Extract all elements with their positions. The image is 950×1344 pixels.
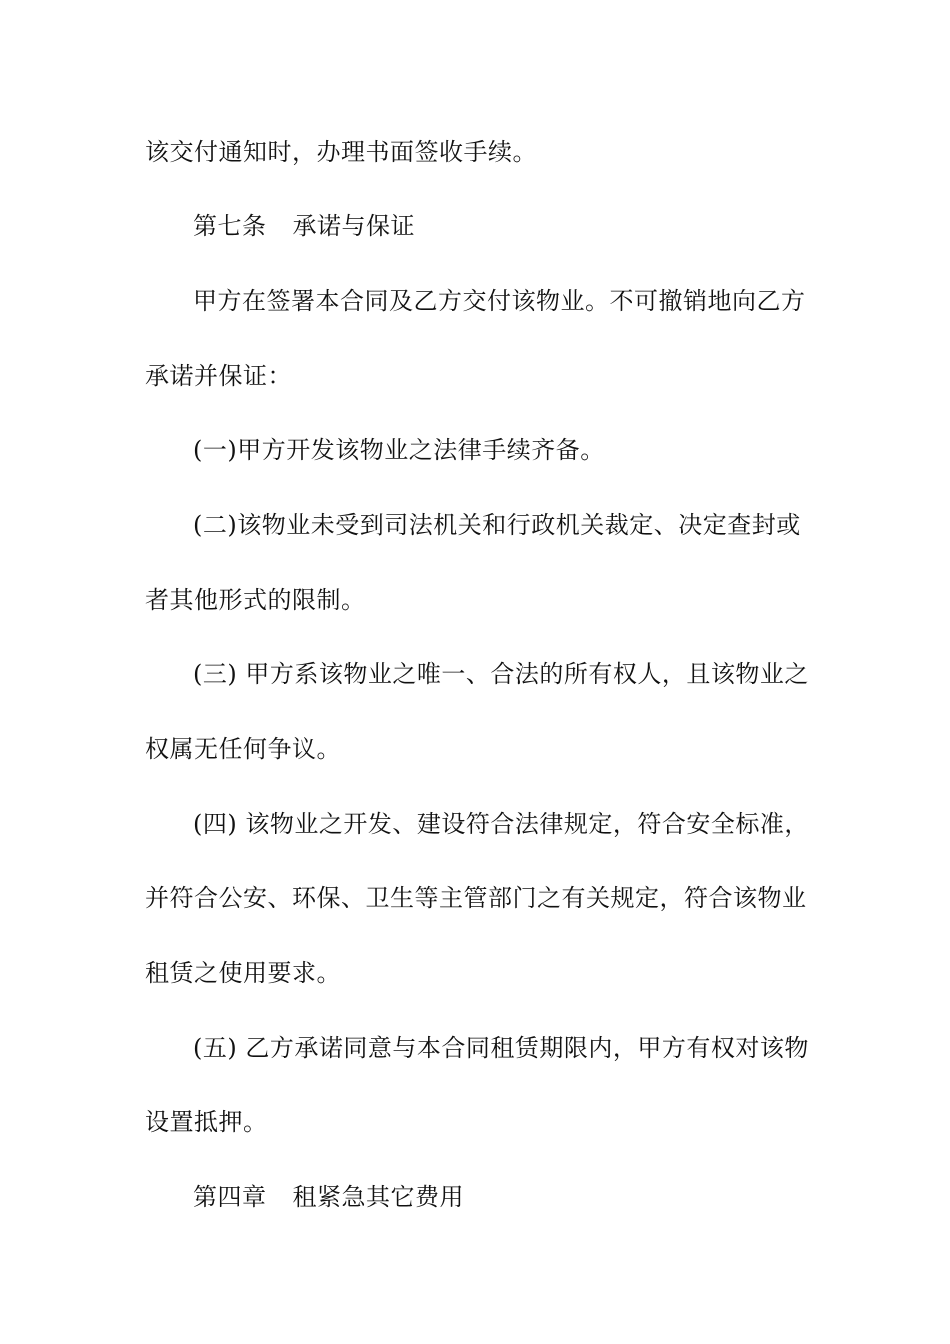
chapter-title: 租紧急其它费用: [292, 1183, 464, 1211]
paragraph-line: 权属无任何争议。: [145, 735, 341, 763]
chapter-number: 第四章: [193, 1183, 267, 1211]
paragraph-line: 甲方在签署本合同及乙方交付该物业。不可撤销地向乙方: [193, 287, 806, 315]
paragraph-line: 承诺并保证：: [145, 362, 292, 390]
list-item-2: (二)该物业未受到司法机关和行政机关裁定、决定查封或: [193, 511, 801, 539]
chapter-heading: [193, 1181, 810, 1213]
list-item-1: (一)甲方开发该物业之法律手续齐备。: [193, 436, 605, 464]
list-item-4: (四) 该物业之开发、建设符合法律规定，符合安全标准，: [193, 810, 809, 838]
list-item-3: (三) 甲方系该物业之唯一、合法的所有权人，且该物业之: [193, 660, 809, 688]
article-title: 承诺与保证: [292, 212, 415, 240]
list-item-5: (五) 乙方承诺同意与本合同租赁期限内，甲方有权对该物: [193, 1034, 809, 1062]
paragraph-line: 租赁之使用要求。: [145, 959, 341, 987]
paragraph-line: 并符合公安、环保、卫生等主管部门之有关规定，符合该物业: [145, 884, 807, 912]
article-number: 第七条: [193, 212, 267, 240]
article-heading: [193, 210, 810, 242]
paragraph-line: 者其他形式的限制。: [145, 586, 366, 614]
paragraph-line: 设置抵押。: [145, 1108, 268, 1136]
paragraph-line: 该交付通知时，办理书面签收手续。: [145, 138, 537, 166]
